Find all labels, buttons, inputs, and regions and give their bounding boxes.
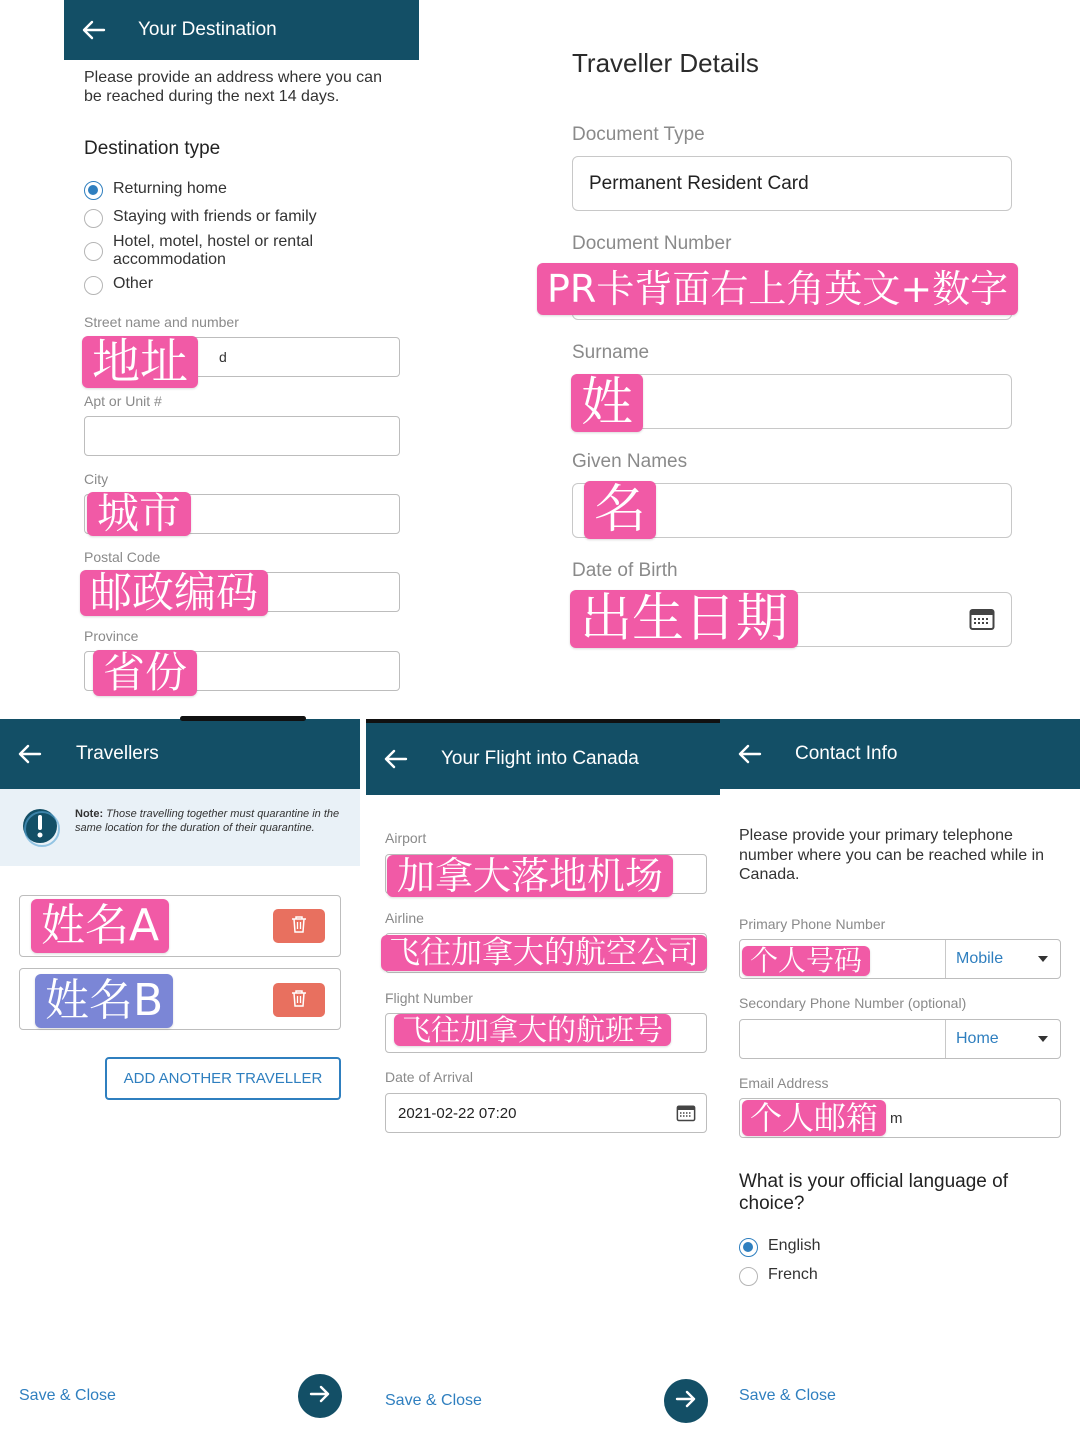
traveller-a-annotation: 姓名A xyxy=(31,899,169,953)
save-close-link[interactable]: Save & Close xyxy=(739,1387,836,1404)
language-question: What is your official language of choice? xyxy=(739,1171,1008,1214)
radio-selected-icon xyxy=(739,1238,758,1257)
secondary-phone-input[interactable] xyxy=(739,1019,1061,1059)
flight-number-label: Flight Number xyxy=(385,990,473,1006)
doc-type-label: Document Type xyxy=(572,124,705,145)
contact-header xyxy=(720,719,1080,789)
radio-icon xyxy=(84,242,103,261)
street-annotation: 地址 xyxy=(82,336,198,388)
radio-icon xyxy=(739,1267,758,1286)
secondary-phone-type-value: Home xyxy=(956,1030,999,1047)
destination-type-heading: Destination type xyxy=(84,138,221,159)
email-value: m xyxy=(890,1110,903,1127)
street-value: d xyxy=(219,349,227,365)
flight-number-annotation: 飞往加拿大的航班号 xyxy=(394,1014,671,1046)
email-annotation: 个人邮箱 xyxy=(742,1100,886,1136)
radio-icon xyxy=(84,209,103,228)
dob-annotation: 出生日期 xyxy=(570,590,798,648)
destination-header xyxy=(64,0,419,60)
primary-phone-type-select[interactable] xyxy=(945,940,1060,978)
city-annotation: 城市 xyxy=(87,492,191,536)
calendar-icon[interactable] xyxy=(969,607,995,636)
surname-annotation: 姓 xyxy=(571,374,643,432)
radio-label: Hotel, motel, hostel or rental accommodation xyxy=(113,233,314,268)
doc-type-value: Permanent Resident Card xyxy=(589,173,809,194)
dob-label: Date of Birth xyxy=(572,560,678,581)
back-arrow-icon[interactable] xyxy=(720,744,780,764)
trash-icon xyxy=(291,915,307,938)
radio-hotel[interactable] xyxy=(84,233,334,269)
radio-icon xyxy=(84,276,103,295)
airport-annotation: 加拿大落地机场 xyxy=(387,855,673,897)
travellers-header xyxy=(0,719,360,789)
arrival-input[interactable] xyxy=(385,1093,707,1133)
primary-phone-label: Primary Phone Number xyxy=(739,916,886,932)
chevron-down-icon xyxy=(1038,956,1048,962)
page-title: Contact Info xyxy=(795,743,898,764)
chevron-down-icon xyxy=(1038,1036,1048,1042)
airport-label: Airport xyxy=(385,830,427,846)
home-indicator xyxy=(180,716,306,721)
radio-label: French xyxy=(768,1266,818,1283)
arrival-label: Date of Arrival xyxy=(385,1069,473,1085)
save-close-link[interactable]: Save & Close xyxy=(19,1387,116,1404)
radio-label: English xyxy=(768,1237,821,1254)
primary-phone-type-value: Mobile xyxy=(956,950,1004,967)
street-label: Street name and number xyxy=(84,314,239,330)
note-box xyxy=(0,789,360,866)
province-label: Province xyxy=(84,628,139,644)
surname-label: Surname xyxy=(572,342,650,363)
page-title: Your Flight into Canada xyxy=(441,748,639,769)
arrival-value: 2021-02-22 07:20 xyxy=(398,1105,517,1122)
back-arrow-icon[interactable] xyxy=(64,20,124,40)
secondary-phone-type-select[interactable] xyxy=(945,1020,1060,1058)
page-title: Travellers xyxy=(76,743,159,764)
page-title: Traveller Details xyxy=(572,48,759,78)
apt-input[interactable] xyxy=(84,416,400,456)
radio-selected-icon xyxy=(84,181,103,200)
email-label: Email Address xyxy=(739,1075,829,1091)
doc-number-label: Document Number xyxy=(572,233,732,254)
province-annotation: 省份 xyxy=(93,650,197,696)
doc-type-select[interactable] xyxy=(572,156,1012,211)
doc-number-annotation: PR卡背面右上角英文+数字 xyxy=(537,263,1018,315)
given-names-label: Given Names xyxy=(572,451,688,472)
note-text xyxy=(75,808,345,835)
contact-intro: Please provide your primary telephone number where you can be reached while in Canada. xyxy=(739,827,1045,883)
radio-label: Returning home xyxy=(113,180,227,197)
primary-phone-annotation: 个人号码 xyxy=(742,946,870,976)
traveller-b-annotation: 姓名B xyxy=(35,974,173,1028)
delete-traveller-button[interactable] xyxy=(273,909,325,943)
postal-annotation: 邮政编码 xyxy=(80,570,268,616)
back-arrow-icon[interactable] xyxy=(0,744,60,764)
radio-other[interactable] xyxy=(84,275,153,295)
flight-header xyxy=(366,723,720,795)
page-title: Your Destination xyxy=(138,19,277,40)
airline-annotation: 飞往加拿大的航空公司 xyxy=(381,935,707,971)
arrow-right-icon xyxy=(309,1385,331,1408)
destination-intro: Please provide an address where you can be reached during the next 14 days. xyxy=(84,69,382,105)
note-body: Those travelling together must quarantine in the same location for the duration of their quarantine. xyxy=(75,808,340,834)
radio-english[interactable] xyxy=(739,1237,820,1257)
save-close-link[interactable]: Save & Close xyxy=(385,1392,482,1409)
alert-icon xyxy=(21,807,61,852)
back-arrow-icon[interactable] xyxy=(366,749,426,769)
secondary-phone-label: Secondary Phone Number (optional) xyxy=(739,995,967,1011)
airline-label: Airline xyxy=(385,910,424,926)
delete-traveller-button[interactable] xyxy=(273,983,325,1017)
radio-label: Other xyxy=(113,275,154,292)
add-traveller-button[interactable]: ADD ANOTHER TRAVELLER xyxy=(105,1057,341,1100)
arrow-right-icon xyxy=(675,1390,697,1413)
calendar-icon[interactable] xyxy=(676,1104,696,1127)
radio-french[interactable] xyxy=(739,1266,818,1286)
next-button[interactable] xyxy=(298,1374,342,1418)
radio-staying-with-friends[interactable] xyxy=(84,208,317,228)
trash-icon xyxy=(291,989,307,1012)
given-names-annotation: 名 xyxy=(584,481,656,539)
radio-returning-home[interactable] xyxy=(84,180,227,200)
postal-label: Postal Code xyxy=(84,549,161,565)
apt-label: Apt or Unit # xyxy=(84,393,162,409)
next-button[interactable] xyxy=(664,1379,708,1423)
note-label: Note: xyxy=(75,808,104,820)
city-label: City xyxy=(84,471,109,487)
radio-label: Staying with friends or family xyxy=(113,208,317,225)
